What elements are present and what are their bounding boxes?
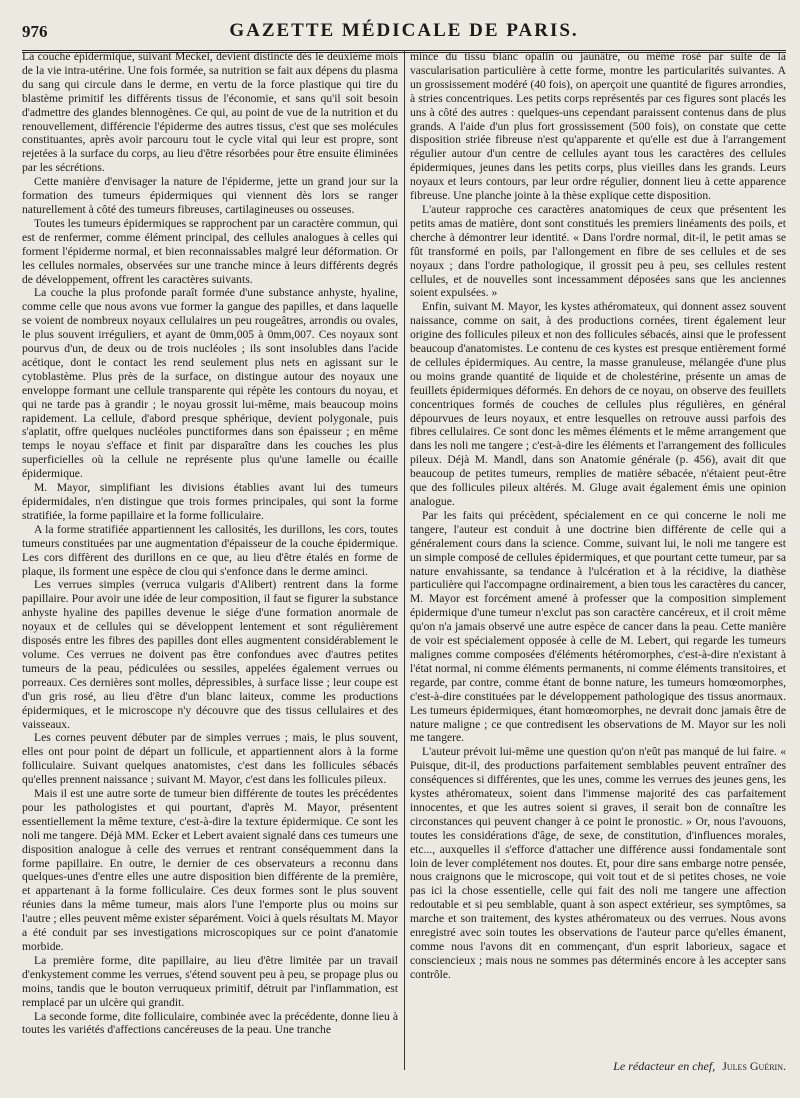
signature-label: Le rédacteur en chef, <box>613 1059 716 1073</box>
page-number: 976 <box>22 22 48 41</box>
left-column <box>22 50 398 1080</box>
signature-name: Jules Guérin. <box>722 1059 786 1073</box>
paragraph: Par les faits qui précèdent, spécialement en ce qui concerne le noli me tangere, l'auteur est conduit à une doctrine bien différente de celle qui a généralement cours dans la science. Comme, suivant lui, le noli me tangere est un simple composé de cellules épidermiques, et que pourtant cette tumeur, par sa nature envahissante, sa tendance à l'ulcération et à la récidive, la diathèse particulière qui l'accompagne ordinairement, a bien tous les caractères du cancer, M. Mayor est forcément amené à professer que la composition simplement épidermique d'une tumeur n'exclut pas son caractère cancéreux, et il croit même qu'on n'a jamais observé une autre espèce de cancer dans la peau. Cette manière de voir est spécialement opposée à celle de M. Lebert, qui regarde les tumeurs malignes comme composées d'éléments hétéromorphes, c'est-à-dire n'existant à l'état normal, ni comme éléments permanents, ni comme éléments transitoires, et regarde, par contre, comme étant de bonne nature, les tumeurs homœomorphes, c'est-à-dire constituées par le développement pathologique des tissus anormaux. Les tumeurs épidermiques, étant homœomorphes, ne devrait donc jamais être de nature maligne ; ce que contredisent les observations de M. Mayor sur les noli me tangere. <box>410 508 786 745</box>
paragraph: L'auteur rapproche ces caractères anatomiques de ceux que présentent les petits amas de matière, dont sont constitués les premiers linéaments des poils, et cherche à démontrer leur identité. « Dans l'ordre normal, dit-il, le petit amas se fût transformé en poils, par l'allongement en fibre de ses cellules et de ses noyaux ; dans l'ordre pathologique, il grossit peu à peu, ses cellules restent cellules, et de nouvelles sont incessamment déposées sans que les anciennes soient expulsées. » <box>410 202 786 300</box>
editor-signature <box>613 1059 786 1074</box>
paragraph: L'auteur prévoit lui-même une question qu'on n'eût pas manqué de lui faire. « Puisque, dit-il, des productions parfaitement semblables peuvent entraîner des conséquences si différentes, que les unes, comme les verrues des jeunes gens, les kystes athéromateux, soient dans l'immense majorité des cas parfaitement innocentes, et que les autres soient si graves, il serait bon de connaître les circonstances qui peuvent changer à ce point le pronostic. » Or, nous l'avouons, toutes les considérations d'âge, de sexe, de constitution, d'influences morales, etc..., auxquelles il s'efforce d'attacher une différence aussi fondamentale sont loin de lever complétement nos doutes. Et, pour dire sans embarge notre pensée, nous craignons que le microscope, qui voit tout et de si petites choses, ne voie pas ici la chose essentielle, celle qui fait des noli me tangere une affection redoutable et si peu semblable, quant à son aspect extérieur, ses symptômes, sa marche et son traitement, des kystes athéromateux ou des verrues. Nous avons enregistré avec soin toutes les observations de l'auteur parce qu'elles émanent, comme nous l'avons dit en commençant, d'un esprit laborieux, sagace et consciencieux ; mais nous ne sommes pas déterminés encore à les accepter sans contrôle. <box>410 745 786 981</box>
paragraph: La couche épidermique, suivant Meckel, devient distincte dès le deuxième mois de la vie intra-utérine. Une fois formée, sa nutrition se fait aux dépens du plasma du sang qui circule dans le derme, en vertu de la force plastique qui tire du blastème primitif les différents tissus de l'économie, et sans qu'il soit besoin d'admettre des glandes blennogènes. Ce qui, au point de vue de la nutrition et du renouvellement, différencie l'épiderme des autres tissus, c'est que ses molécules constituantes, après avoir parcouru tout le cycle vital qui leur est propre, sont rejetées à la surface du corps, au lieu d'être résorbées pour être ensuite éliminées par les sécrétions. <box>22 50 398 175</box>
paragraph: M. Mayor, simplifiant les divisions établies avant lui des tumeurs épidermidales, n'en distingue que trois formes principales, qui sont la forme stratifiée, la forme papillaire et la forme folliculaire. <box>22 481 398 522</box>
paragraph: Toutes les tumeurs épidermiques se rapprochent par un caractère commun, qui est de renfermer, comme élément principal, des cellules analogues à celles qui forment l'épiderme normal, et bien reconnaissables malgré leur déformation. Or les cellules normales, observées sur une tranche mince à leurs différents degrés de développement, offrent les caractères suivants. <box>22 216 398 286</box>
paragraph: Les verrues simples (verruca vulgaris d'Alibert) rentrent dans la forme papillaire. Pour avoir une idée de leur composition, il faut se figurer la substance anhyste hyaline des papilles devenue le siége d'une formation anormale de noyaux et de cellules qui se développent lentement et sont régulièrement disposés entre les fibres des papilles dont elles augmentent considérablement le volume. Ces verrues ne doivent pas être confondues avec d'autres petites tumeurs de la peau, pédiculées ou sessiles, appelées également verrues ou porreaux. Ces dernières sont molles, dépressibles, à surface lisse ; leur coupe est d'un gris rosé, au lieu d'être d'un blanc laiteux, comme les productions épidermiques, et le microscope n'y découvre que des tissus cellulaires et des vaisseaux. <box>22 578 398 731</box>
paragraph: A la forme stratifiée appartiennent les callosités, les durillons, les cors, toutes tumeurs constituées par une augmentation d'épaisseur de la couche épidermique. Les cors diffèrent des durillons en ce que, au lieu d'être étalés en forme de plaque, ils forment une espèce de clou qui s'enfonce dans le derme aminci. <box>22 522 398 578</box>
paragraph: La seconde forme, dite folliculaire, combinée avec la précédente, donne lieu à toutes les variétés d'affections cancéreuses de la peau. Une tranche <box>22 1009 398 1037</box>
right-column <box>410 50 786 1080</box>
paragraph: La première forme, dite papillaire, au lieu d'être limitée par un travail d'enkystement comme les verrues, s'étend souvent peu à peu, se propage plus ou moins, tandis que le bouton verruqueux primitif, détruit par l'inflammation, est remplacé par un ulcère qui grandit. <box>22 953 398 1009</box>
paragraph: Cette manière d'envisager la nature de l'épiderme, jette un grand jour sur la formation des tumeurs épidermiques qui viennent dès lors se ranger naturellement à côté des tumeurs fibreuses, cartilagineuses ou osseuses. <box>22 175 398 216</box>
paragraph: Enfin, suivant M. Mayor, les kystes athéromateux, qui donnent assez souvent naissance, comme on sait, à des productions cornées, tirent également leur origine des follicules pileux et non des follicules sébacés, ainsi que le professent beaucoup d'anatomistes. Le contenu de ces kystes est presque entièrement formé de cellules épidermiques. Au centre, la masse granuleuse, mélangée d'une plus ou moins grande quantité de liquide et de cholestérine, présente un amas de feuillets épidermiques déformés. En dehors de ce noyau, on observe des feuillets concentriques formés de couches de cellules plus régulières, en général dépourvues de leurs noyaux, et entre lesquelles on retrouve aussi parfois des fibres cellulaires. Ce sont donc les mêmes éléments et le même arrangement que dans les noli me tangere ; c'est-à-dire les éléments et l'arrangement des follicules pileux. Déjà M. Mandl, dans son Anatomie générale (p. 456), avait dit que beaucoup de petites tumeurs, remplies de matière sébacée, n'étaient peut-être que des follicules pileux altérés. M. Gluge avait également émis une opinion analogue. <box>410 300 786 508</box>
paragraph: La couche la plus profonde paraît formée d'une substance anhyste, hyaline, comme celle que nous avons vue former la gangue des papilles, et dans laquelle se voient de nombreux noyaux cellulaires un peu rougeâtres, arrondis ou ovales, le plus souvent irréguliers, et ayant de 0mm,005 à 0mm,007. Ces noyaux sont pourvus d'un, de deux ou de trois nucléoles ; ils sont insolubles dans l'acide acétique, dont le contact les rend seulement plus nets en agissant sur le cytoblastème. Plus près de la surface, on distingue autour des noyaux une enveloppe formant une cellule transparente qui répète les contours du noyau, et qui ne tarde pas à grandir ; le noyau grossit lui-même, mais beaucoup moins rapidement. La cellule, d'abord presque sphérique, devient polygonale, puis s'aplatit, offre quelques nucléoles punctiformes dans son épaisseur ; en même temps le noyau s'efface et finit par disparaître dans les couches les plus superficielles où la cellule ne représente plus qu'une lamelle ou écaille épidermique. <box>22 286 398 481</box>
column-divider <box>404 50 405 1070</box>
paragraph: mince du tissu blanc opalin ou jaunâtre, ou même rosé par suite de la vascularisation particulière à cette forme, montre les particularités suivantes. A un grossissement modéré (40 fois), on aperçoit une quantité de figures arrondies, à stries concentriques. Les petits corps représentés par ces figures sont placés les uns à côté des autres : quelques-uns cependant paraissent contenus dans de plus grands. A l'aide d'un plus fort grossissement (500 fois), on constate que cette disposition striée fibreuse n'est qu'apparente et qu'elle est due à l'arrangement régulier autour d'un centre de cellules ayant tous les caractères des cellules épidermiques, jeunes dans les petits corps, plus vieilles dans les grands. Leurs noyaux et leurs contours, par leur ordre régulier, donnent lieu à cette apparence fibreuse. Une planche jointe à la thèse explique cette disposition. <box>410 50 786 203</box>
page-header <box>22 18 786 53</box>
paragraph: Mais il est une autre sorte de tumeur bien différente de toutes les précédentes pour les pathologistes et qui pourtant, d'après M. Mayor, présentent essentiellement la même texture, c'est-à-dire la texture épidermique. Ce sont les noli me tangere. Déjà MM. Ecker et Lebert avaient signalé dans ces tumeurs une disposition analogue à celle des verrues et rentrant conséquemment dans la forme papillaire. En outre, le dernier de ces observateurs a reconnu dans quelques-unes d'entre elles une autre disposition bien différente de la première, et appartenant à la forme folliculaire. Ces deux formes sont le plus souvent réunies dans la même tumeur, mais alors l'une l'emporte plus ou moins sur l'autre ; elles peuvent même exister séparément. Voici à quels résultats M. Mayor a été conduit par ses investigations microscopiques sur ce point d'anatomie morbide. <box>22 787 398 953</box>
paragraph: Les cornes peuvent débuter par de simples verrues ; mais, le plus souvent, elles ont pour point de départ un follicule, et appartiennent alors à la forme folliculaire. Suivant quelques anatomistes, c'est dans les follicules sébacés qu'elles prennent naissance ; suivant M. Mayor, c'est dans les follicules pileux. <box>22 731 398 787</box>
article-columns <box>22 50 786 1080</box>
journal-title: GAZETTE MÉDICALE DE PARIS. <box>229 20 579 41</box>
